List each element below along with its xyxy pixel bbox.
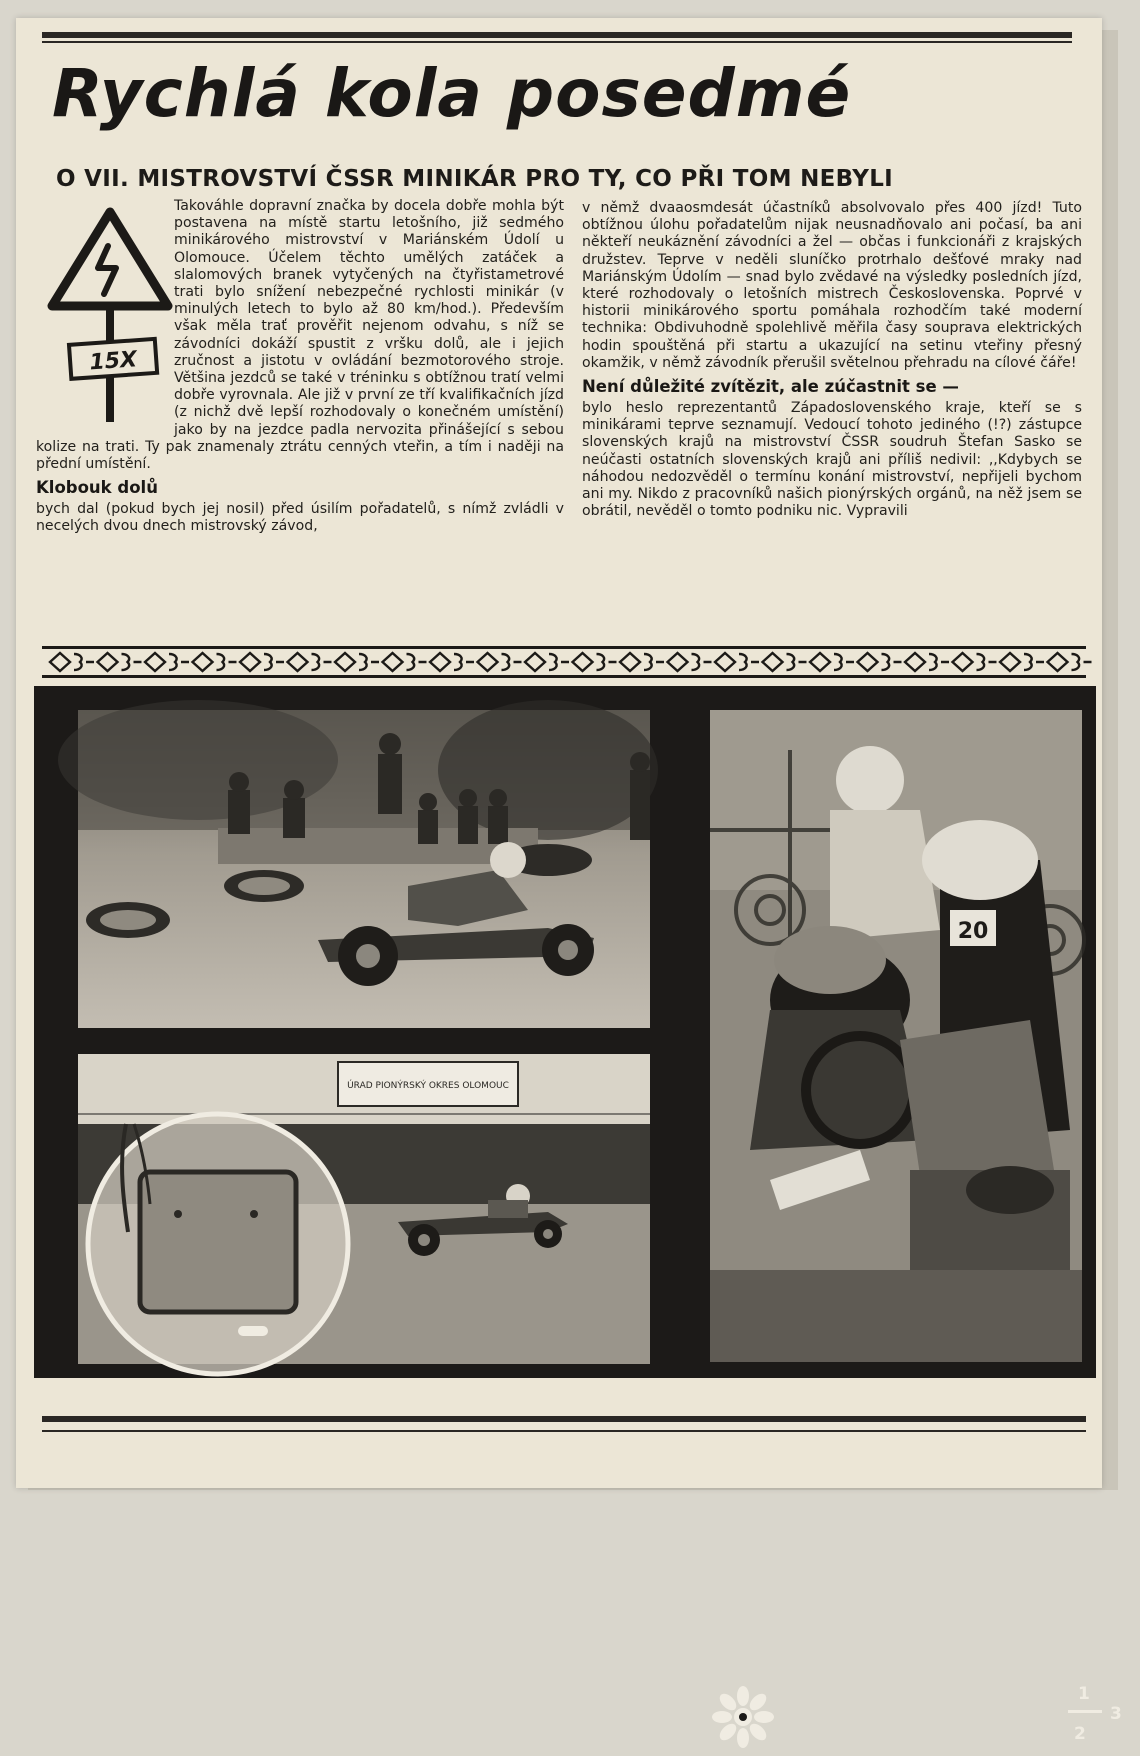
photo-spectators-and-racer (78, 710, 650, 1028)
left-column (36, 198, 564, 536)
page-number (1068, 1686, 1128, 1756)
top-rule (42, 32, 1072, 43)
subhead-hat-off: Klobouk dolů (36, 478, 158, 498)
left-paragraph-2: bych dal (pokud bych jej nosil) před úsilím pořadatelů, s nímž zvládli v necelých dvou dnech mistrovský závod, (36, 501, 564, 535)
page-number-top: 1 (1078, 1684, 1090, 1704)
racer-number-bib: 20 (957, 919, 989, 944)
right-paragraph: v němž dvaaosmdesát účastníků absolvovalo přes 400 jízd! Tuto obtížnou úlohu pořadatelům nijak neusnadňovalo ani počasí, ba ani někteří neukáznění závodníci a žel — občas i funkcionáři z krajských družstev. Teprve v neděli sluníčko protrhalo dešťové mraky nad Mariánským Údolím — snad bylo zvědavé na výsledky posledních jízd, které rozhodovaly o letošních mistrech Československa. Poprvé v historii minikárového sportu pomáhala rozhodčím také moderní technika: Obdivuhodně spolehlivě měřila časy souprava elektrických hodin spouštěná při startu a ukazující na setinu vteřiny přesný okamžik, v němž závodník přerušil světelnou přehradu na cílové čáře! (582, 200, 1082, 371)
right-column (582, 200, 1082, 520)
sign-plate-text: 15X (88, 347, 138, 376)
ornamental-border (42, 646, 1086, 678)
bottom-rule (42, 1416, 1086, 1432)
subhead-participate: Není důležité zvítězit, ale zúčastnit se — (582, 377, 959, 397)
photo-block (34, 686, 1122, 1744)
page-number-side: 3 (1110, 1704, 1122, 1724)
photo-banner-text: ÚRAD PIONÝRSKÝ OKRES OLOMOUC (347, 1081, 509, 1091)
article-subtitle: O VII. MISTROVSTVÍ ČSSR MINIKÁR PRO TY, CO PŘI TOM NEBYLI (56, 166, 894, 192)
page-number-bottom: 2 (1074, 1724, 1086, 1744)
left-paragraph: Takováhle dopravní značka by docela dobře mohla být postavena na místě startu letošního, již sedmého minikárového mistrovství v Mariánském Údolí u Olomouce. Účelem těchto umělých zatáček a slalomových branek vytyčených na čtyřistametrové trati bylo snížení nebezpečné rychlosti minikár (v minulých letech to bylo až 80 km/hod.). Především však měla trať prověřit nejenom odvahu, s níž se závodníci dokáží spustit z vršku dolů, ale i jejich zručnost a jistotu v ovládání bezmotorového stroje. Většina jezdců se také v tréninku s obtížnou tratí velmi dobře vyrovnala. Ale již v první ze tří kvalifikačních jízd (z nichž dvě lepší rozhodovaly o konečném umístění) jako by na jezdce padla nervozita přinášející s sebou kolize na trati. Ty pak znamenaly ztrátu cenných vteřin, a tím i naději na přední umístění. (36, 198, 564, 473)
right-paragraph-2: bylo heslo reprezentantů Západoslovenského kraje, kteří se s minikárami teprve seznamují. Vedoucí tohoto jediného (!?) zástupce slovenských krajů na mistrovství ČSSR soudruh Štefan Sasko se neúčasti ostatních slovenských krajů ani příliš nedivil: ,,Kdybych se náhodou nedozvěděl o termínu konání mistrovství, nepřijeli bychom ani my. Nikdo z pracovníků našich pionýrských orgánů, na něž jsem se obrátil, nevěděl o tomto podniku nic. Vypravili (582, 400, 1082, 520)
magazine-page (16, 18, 1122, 1744)
photo-minikar-on-road (78, 1054, 650, 1364)
photo-racer-in-pit (710, 710, 1082, 1362)
article-title: Rychlá kola posedmé (52, 55, 852, 132)
flower-ornament-icon (712, 1686, 774, 1748)
